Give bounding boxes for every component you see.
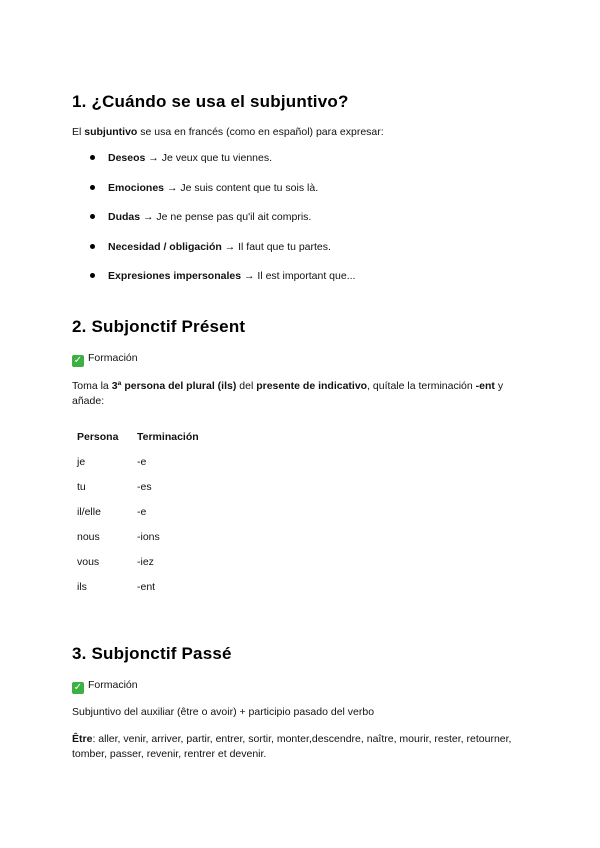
table-cell: ils — [77, 580, 87, 593]
desc-text: del — [236, 380, 257, 392]
table-cell: je — [77, 455, 86, 468]
table-row — [72, 449, 204, 474]
table-cell: -iez — [137, 555, 154, 568]
list-item-label: Dudas — [108, 211, 141, 223]
desc-bold: -ent — [475, 380, 495, 392]
formation-label: Formación — [88, 679, 138, 691]
table-row — [72, 549, 204, 574]
table-cell: nous — [77, 530, 100, 543]
bullet-icon — [90, 244, 95, 249]
bullet-icon — [90, 214, 95, 219]
list-item-label: Deseos — [108, 152, 146, 164]
list-item — [90, 210, 355, 240]
table-cell: -e — [137, 505, 147, 518]
bullet-icon — [90, 155, 95, 160]
section-3-heading: 3. Subjonctif Passé — [72, 644, 232, 663]
list-item — [90, 240, 355, 270]
section-2-formation — [72, 351, 532, 367]
list-item-text: → Il faut que tu partes. — [221, 240, 331, 253]
etre-verbs-text: : aller, venir, arriver, partir, entrer, sortir, monter,descendre, naître, mourir, rester, retourner, tomber, passer, revenir, rentrer et devenir. — [72, 733, 512, 760]
bullet-icon — [90, 273, 95, 278]
list-item-label: Emociones — [108, 181, 165, 194]
desc-text: , quítale la terminación — [367, 380, 476, 392]
list-item-text: → Je veux que tu viennes. — [145, 152, 273, 164]
intro-bold: subjuntivo — [84, 126, 138, 138]
table-cell: tu — [77, 480, 86, 493]
list-item-text: → Il est important que... — [241, 270, 356, 282]
list-item — [90, 181, 355, 211]
table-header: Persona — [77, 430, 119, 443]
table-cell: vous — [77, 555, 100, 568]
list-item-text: → Je suis content que tu sois là. — [164, 181, 319, 194]
etre-label: Être — [72, 733, 93, 745]
list-item-text: → Je ne pense pas qu'il ait compris. — [140, 211, 312, 223]
desc-bold: presente de indicativo — [256, 380, 368, 392]
table-cell: il/elle — [77, 505, 101, 518]
table-row — [72, 499, 204, 524]
intro-text-end: se usa en francés (como en español) para expresar: — [137, 126, 384, 138]
table-header-row — [72, 424, 204, 449]
section-2-heading: 2. Subjonctif Présent — [72, 317, 246, 336]
table-cell: -ent — [137, 580, 156, 593]
section-2-description — [72, 379, 532, 409]
uses-list — [90, 151, 355, 299]
list-item — [90, 269, 355, 299]
check-mark-icon: ✓ — [73, 355, 83, 366]
check-mark-icon: ✓ — [73, 682, 83, 693]
table-cell: -ions — [137, 530, 160, 543]
desc-bold: 3ª persona del plural (ils) — [111, 380, 237, 392]
formation-label: Formación — [88, 352, 138, 364]
table-cell: -es — [137, 480, 152, 493]
table-cell: -e — [137, 455, 147, 468]
table-row — [72, 474, 204, 499]
section-3-formation — [72, 678, 532, 694]
section-1-intro — [72, 125, 532, 140]
list-item — [90, 151, 355, 181]
intro-text: El — [72, 126, 85, 138]
list-item-label: Necesidad / obligación — [108, 240, 222, 253]
section-3-description: Subjuntivo del auxiliar (être o avoir) + participio pasado del verbo — [72, 706, 375, 718]
endings-table — [72, 424, 204, 599]
list-item-label: Expresiones impersonales — [108, 270, 242, 282]
table-row — [72, 574, 204, 599]
desc-text: y añade: — [72, 380, 504, 407]
table-header: Terminación — [137, 430, 199, 443]
bullet-icon — [90, 185, 95, 190]
desc-text: Toma la — [72, 380, 112, 392]
etre-verbs — [72, 732, 532, 762]
section-1-heading: 1. ¿Cuándo se usa el subjuntivo? — [72, 92, 349, 111]
table-row — [72, 524, 204, 549]
